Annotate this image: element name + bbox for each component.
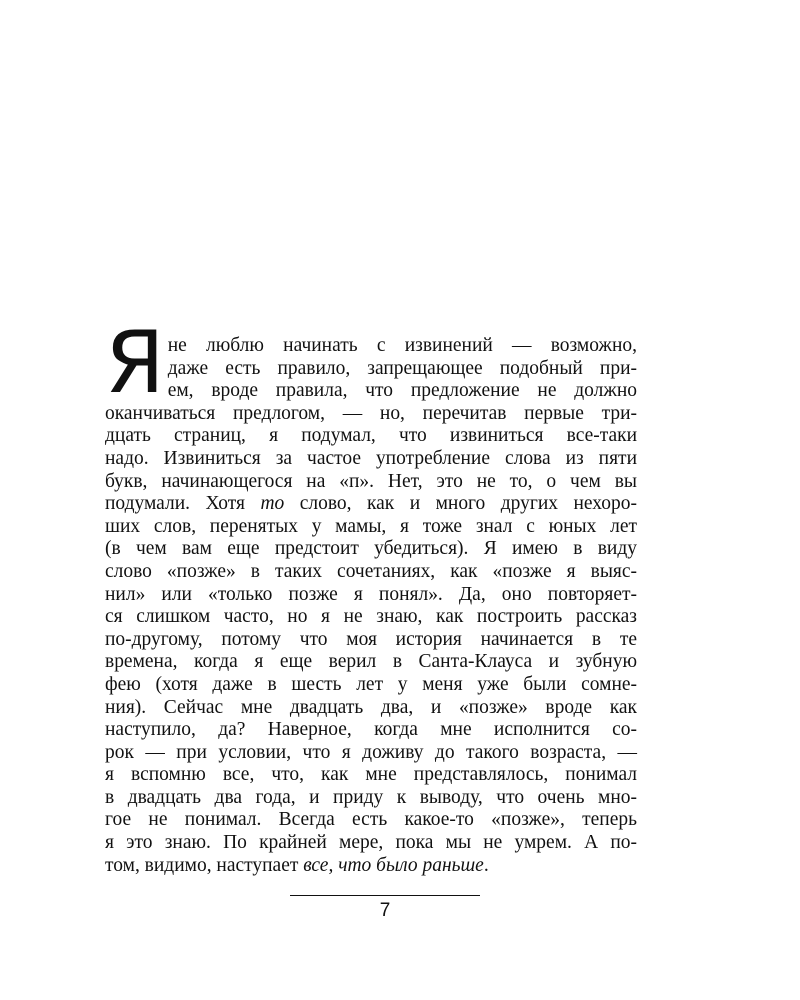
text-line-22: гое не понимал. Всегда есть какое-то «позже», теперь bbox=[105, 808, 637, 831]
text-line-24 bbox=[105, 854, 637, 877]
text-line-19: рок — при условии, что я доживу до такого возраста, — bbox=[105, 740, 637, 763]
text-line-11: слово «позже» в таких сочетаниях, как «позже я выяс- bbox=[105, 559, 637, 582]
text-line-23: я это знаю. По крайней мере, пока мы не умрем. А по- bbox=[105, 831, 637, 854]
text-line-24-italic: все, что было раньше bbox=[303, 853, 484, 876]
text-line-8 bbox=[105, 492, 637, 515]
text-line-9: ших слов, перенятых у мамы, я тоже знал с юных лет bbox=[105, 514, 637, 537]
text-line-7: букв, начинающегося на «п». Нет, это не то, о чем вы bbox=[105, 469, 637, 492]
text-line-15: времена, когда я еще верил в Санта-Клауса и зубную bbox=[105, 650, 637, 673]
text-line-13: ся слишком часто, но я не знаю, как построить рассказ bbox=[105, 605, 637, 628]
text-line-20: я вспомню все, что, как мне представлялось, понимал bbox=[105, 763, 637, 786]
text-line-14: по-другому, потому что моя история начинается в те bbox=[105, 627, 637, 650]
text-line-3: ем, вроде правила, что предложение не должно bbox=[167, 379, 637, 402]
text-line-1: не люблю начинать с извинений — возможно, bbox=[167, 334, 637, 356]
text-line-24-after: . bbox=[483, 853, 489, 876]
footer-rule bbox=[290, 895, 480, 896]
body-text bbox=[105, 334, 637, 876]
text-line-10: (в чем вам еще предстоит убедиться). Я имею в виду bbox=[105, 537, 637, 560]
text-line-8-before: подумали. Хотя bbox=[105, 492, 261, 515]
text-line-5: дцать страниц, я подумал, что извиниться все-таки bbox=[105, 424, 637, 447]
text-line-2: даже есть правило, запрещающее подобный при- bbox=[167, 356, 637, 379]
text-line-4: оканчиваться предлогом, — но, перечитав первые три- bbox=[105, 401, 637, 424]
text-line-8-italic: то bbox=[260, 492, 285, 515]
text-line-8-after: слово, как и много других нехоро- bbox=[284, 492, 637, 515]
text-line-12: нил» или «только позже я понял». Да, оно повторяет- bbox=[105, 582, 637, 605]
drop-cap-letter: Я bbox=[105, 313, 165, 413]
page-number: 7 bbox=[379, 900, 391, 921]
text-line-16: фею (хотя даже в шесть лет у меня уже были сомне- bbox=[105, 672, 637, 695]
text-line-18: наступило, да? Наверное, когда мне исполнится со- bbox=[105, 718, 637, 741]
text-line-6: надо. Извиниться за частое употребление слова из пяти bbox=[105, 446, 637, 469]
text-line-24-before: том, видимо, наступает bbox=[105, 853, 304, 876]
text-line-21: в двадцать два года, и приду к выводу, что очень мно- bbox=[105, 785, 637, 808]
text-line-17: ния). Сейчас мне двадцать два, и «позже» вроде как bbox=[105, 695, 637, 718]
